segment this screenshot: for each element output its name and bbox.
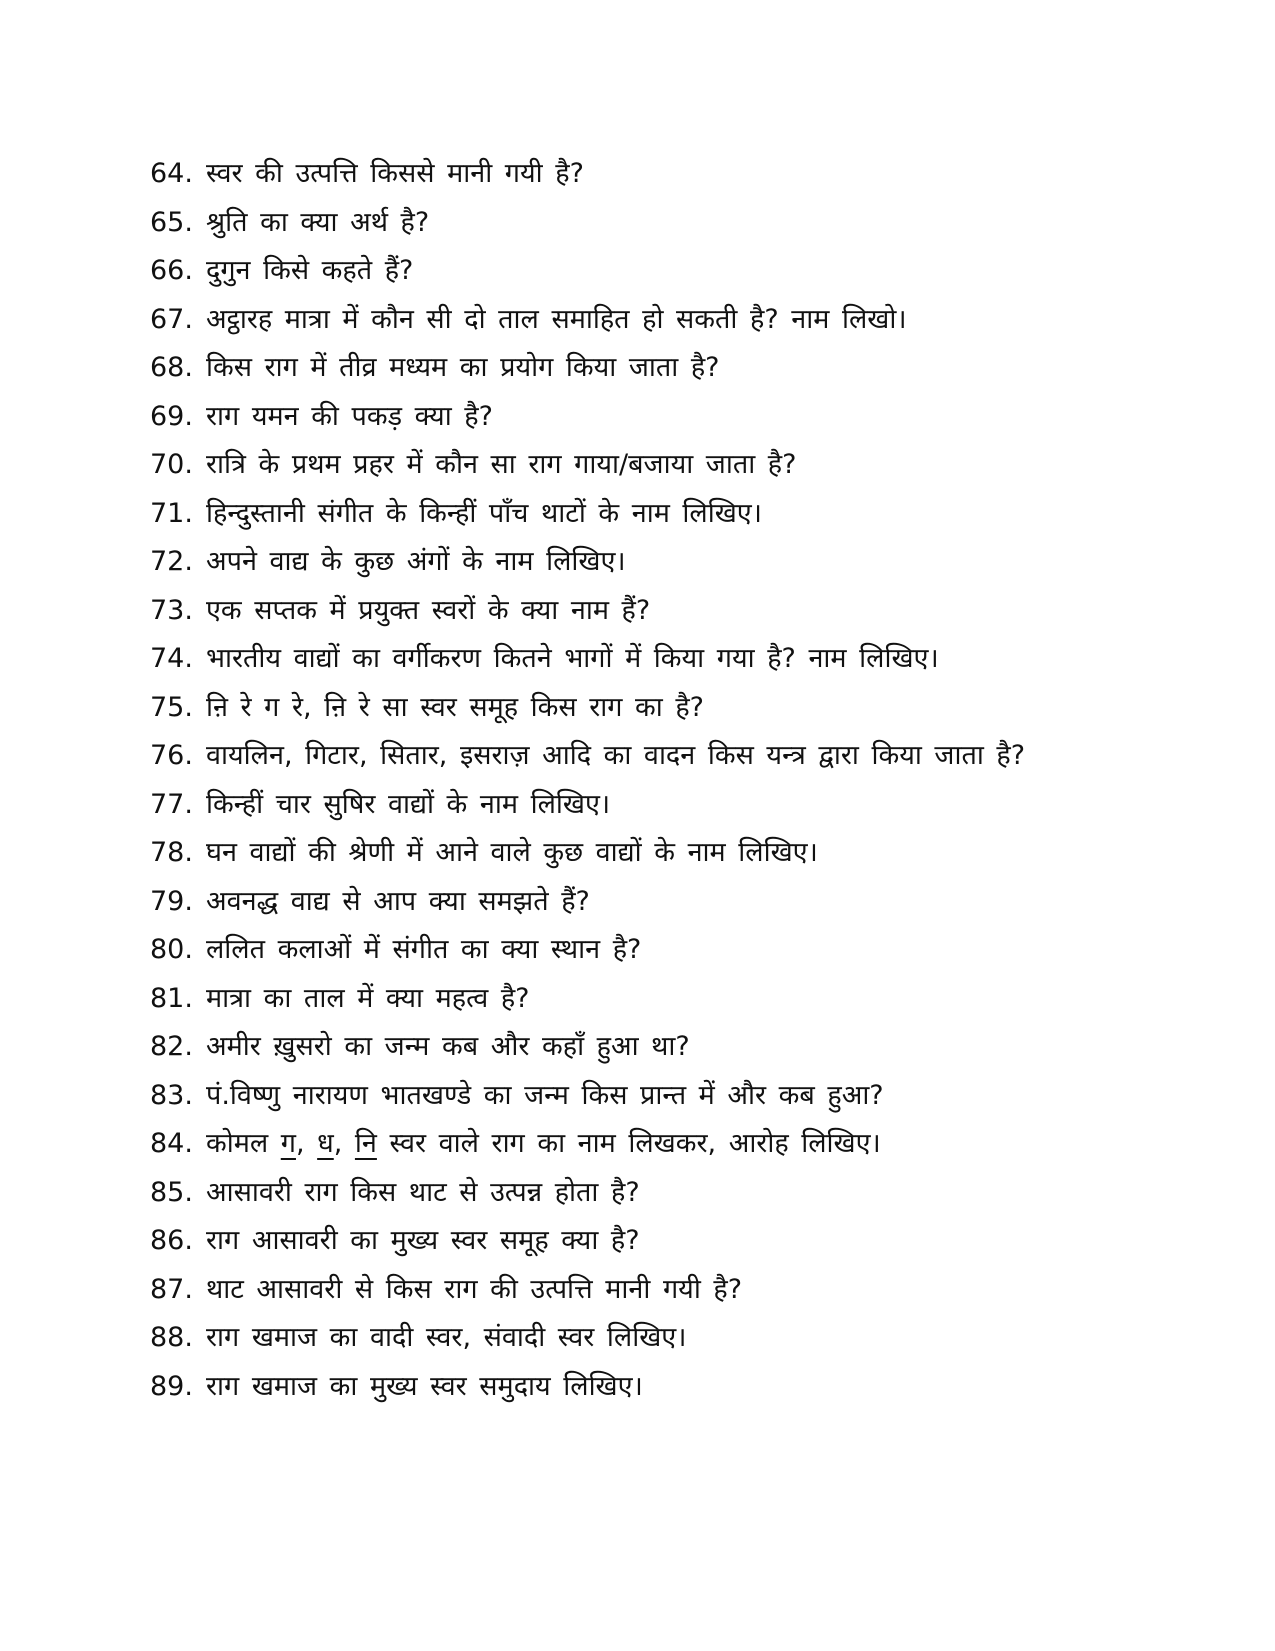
question-text: वायलिन, गिटार, सितार, इसराज़ आदि का वादन किस यन्त्र द्वारा किया जाता है? [206,740,1026,771]
question-text: मात्रा का ताल में क्या महत्व है? [206,982,530,1014]
question-number: 86. [150,1225,193,1256]
question-number: 75. [150,691,193,723]
question-number: 81. [150,982,193,1014]
question-item [150,587,1150,636]
question-number: 76. [150,740,193,771]
question-number: 80. [150,934,193,965]
underlined-swar-komal-dha: ध [317,1128,334,1159]
question-item [150,732,1150,781]
question-text-segment: कोमल [206,1128,281,1159]
question-item [150,150,1150,199]
question-number: 73. [150,594,193,626]
question-item [150,975,1150,1024]
question-number: 82. [150,1031,193,1062]
question-text: हिन्दुस्तानी संगीत के किन्हीं पाँच थाटों के नाम लिखिए। [206,497,762,529]
question-text: किन्हीं चार सुषिर वाद्यों के नाम लिखिए। [206,788,611,820]
question-item [150,247,1150,296]
question-number: 72. [150,546,193,577]
question-number: 83. [150,1079,193,1111]
underlined-swar-komal-ga: ग [280,1128,296,1159]
question-text: स्वर की उत्पत्ति किससे मानी गयी है? [206,158,584,189]
question-text: अपने वाद्य के कुछ अंगों के नाम लिखिए। [206,546,626,577]
underlined-swar-komal-ni: नि [354,1128,377,1159]
question-number: 85. [150,1176,193,1208]
question-text: अवनद्ध वाद्य से आप क्या समझते हैं? [206,885,590,917]
question-text: पं.विष्णु नारायण भातखण्डे का जन्म किस प्रान्त में और कब हुआ? [206,1079,884,1111]
question-number: 87. [150,1273,193,1305]
question-number: 64. [150,158,193,189]
question-item [150,781,1150,830]
question-text: रात्रि के प्रथम प्रहर में कौन सा राग गाया/बजाया जाता है? [206,449,797,480]
question-text-segment: , [333,1128,355,1159]
question-number: 89. [150,1370,193,1402]
question-text: अट्ठारह मात्रा में कौन सी दो ताल समाहित हो सकती है? नाम लिखो। [206,303,907,335]
question-text: किस राग में तीव्र मध्यम का प्रयोग किया जाता है? [206,352,720,383]
question-item [150,538,1150,587]
question-text: भारतीय वाद्यों का वर्गीकरण कितने भागों में किया गया है? नाम लिखिए। [206,643,939,674]
question-text-segment: स्वर वाले राग का नाम लिखकर, आरोह लिखिए। [376,1128,881,1159]
question-item [150,829,1150,878]
question-item [150,1266,1150,1315]
question-item [150,393,1150,442]
question-item [150,199,1150,248]
question-number: 68. [150,352,193,383]
question-text: राग खमाज का वादी स्वर, संवादी स्वर लिखिए। [206,1322,687,1353]
question-number: 67. [150,303,193,335]
question-number: 71. [150,497,193,529]
question-text: अमीर ख़ुसरो का जन्म कब और कहाँ हुआ था? [206,1031,690,1062]
question-item [150,1217,1150,1266]
question-item [150,490,1150,539]
question-item [150,1363,1150,1412]
question-list [150,150,1150,1411]
question-number: 74. [150,643,193,674]
question-text: राग यमन की पकड़ क्या है? [206,400,493,432]
question-item [150,926,1150,975]
question-number: 88. [150,1322,193,1353]
question-number: 69. [150,400,193,432]
question-text: राग आसावरी का मुख्य स्वर समूह क्या है? [206,1225,640,1256]
question-item [150,684,1150,733]
question-item [150,1169,1150,1218]
question-item [150,1120,1150,1169]
question-text: ऩि रे ग रे, ऩि रे सा स्वर समूह किस राग का है? [206,691,705,723]
question-text: घन वाद्यों की श्रेणी में आने वाले कुछ वाद्यों के नाम लिखिए। [206,837,818,868]
question-text: ललित कलाओं में संगीत का क्या स्थान है? [206,934,642,965]
question-text: एक सप्तक में प्रयुक्त स्वरों के क्या नाम हैं? [206,594,651,626]
question-item [150,296,1150,345]
question-item [150,1072,1150,1121]
question-text: दुगुन किसे कहते हैं? [206,255,414,286]
question-item [150,344,1150,393]
question-item [150,1023,1150,1072]
question-number: 78. [150,837,193,868]
question-number: 84. [150,1128,193,1159]
question-number: 66. [150,255,193,286]
question-number: 77. [150,788,193,820]
question-text [206,1120,1086,1169]
question-text-segment: , [295,1128,318,1159]
question-number: 79. [150,885,193,917]
question-number: 70. [150,449,193,480]
question-number: 65. [150,206,193,238]
question-text: आसावरी राग किस थाट से उत्पन्न होता है? [206,1176,640,1208]
question-item [150,635,1150,684]
question-text: राग खमाज का मुख्य स्वर समुदाय लिखिए। [206,1370,643,1402]
question-item [150,878,1150,927]
question-item [150,1314,1150,1363]
question-text: श्रुति का क्या अर्थ है? [206,206,430,238]
question-item [150,441,1150,490]
question-text: थाट आसावरी से किस राग की उत्पत्ति मानी गयी है? [206,1273,743,1305]
